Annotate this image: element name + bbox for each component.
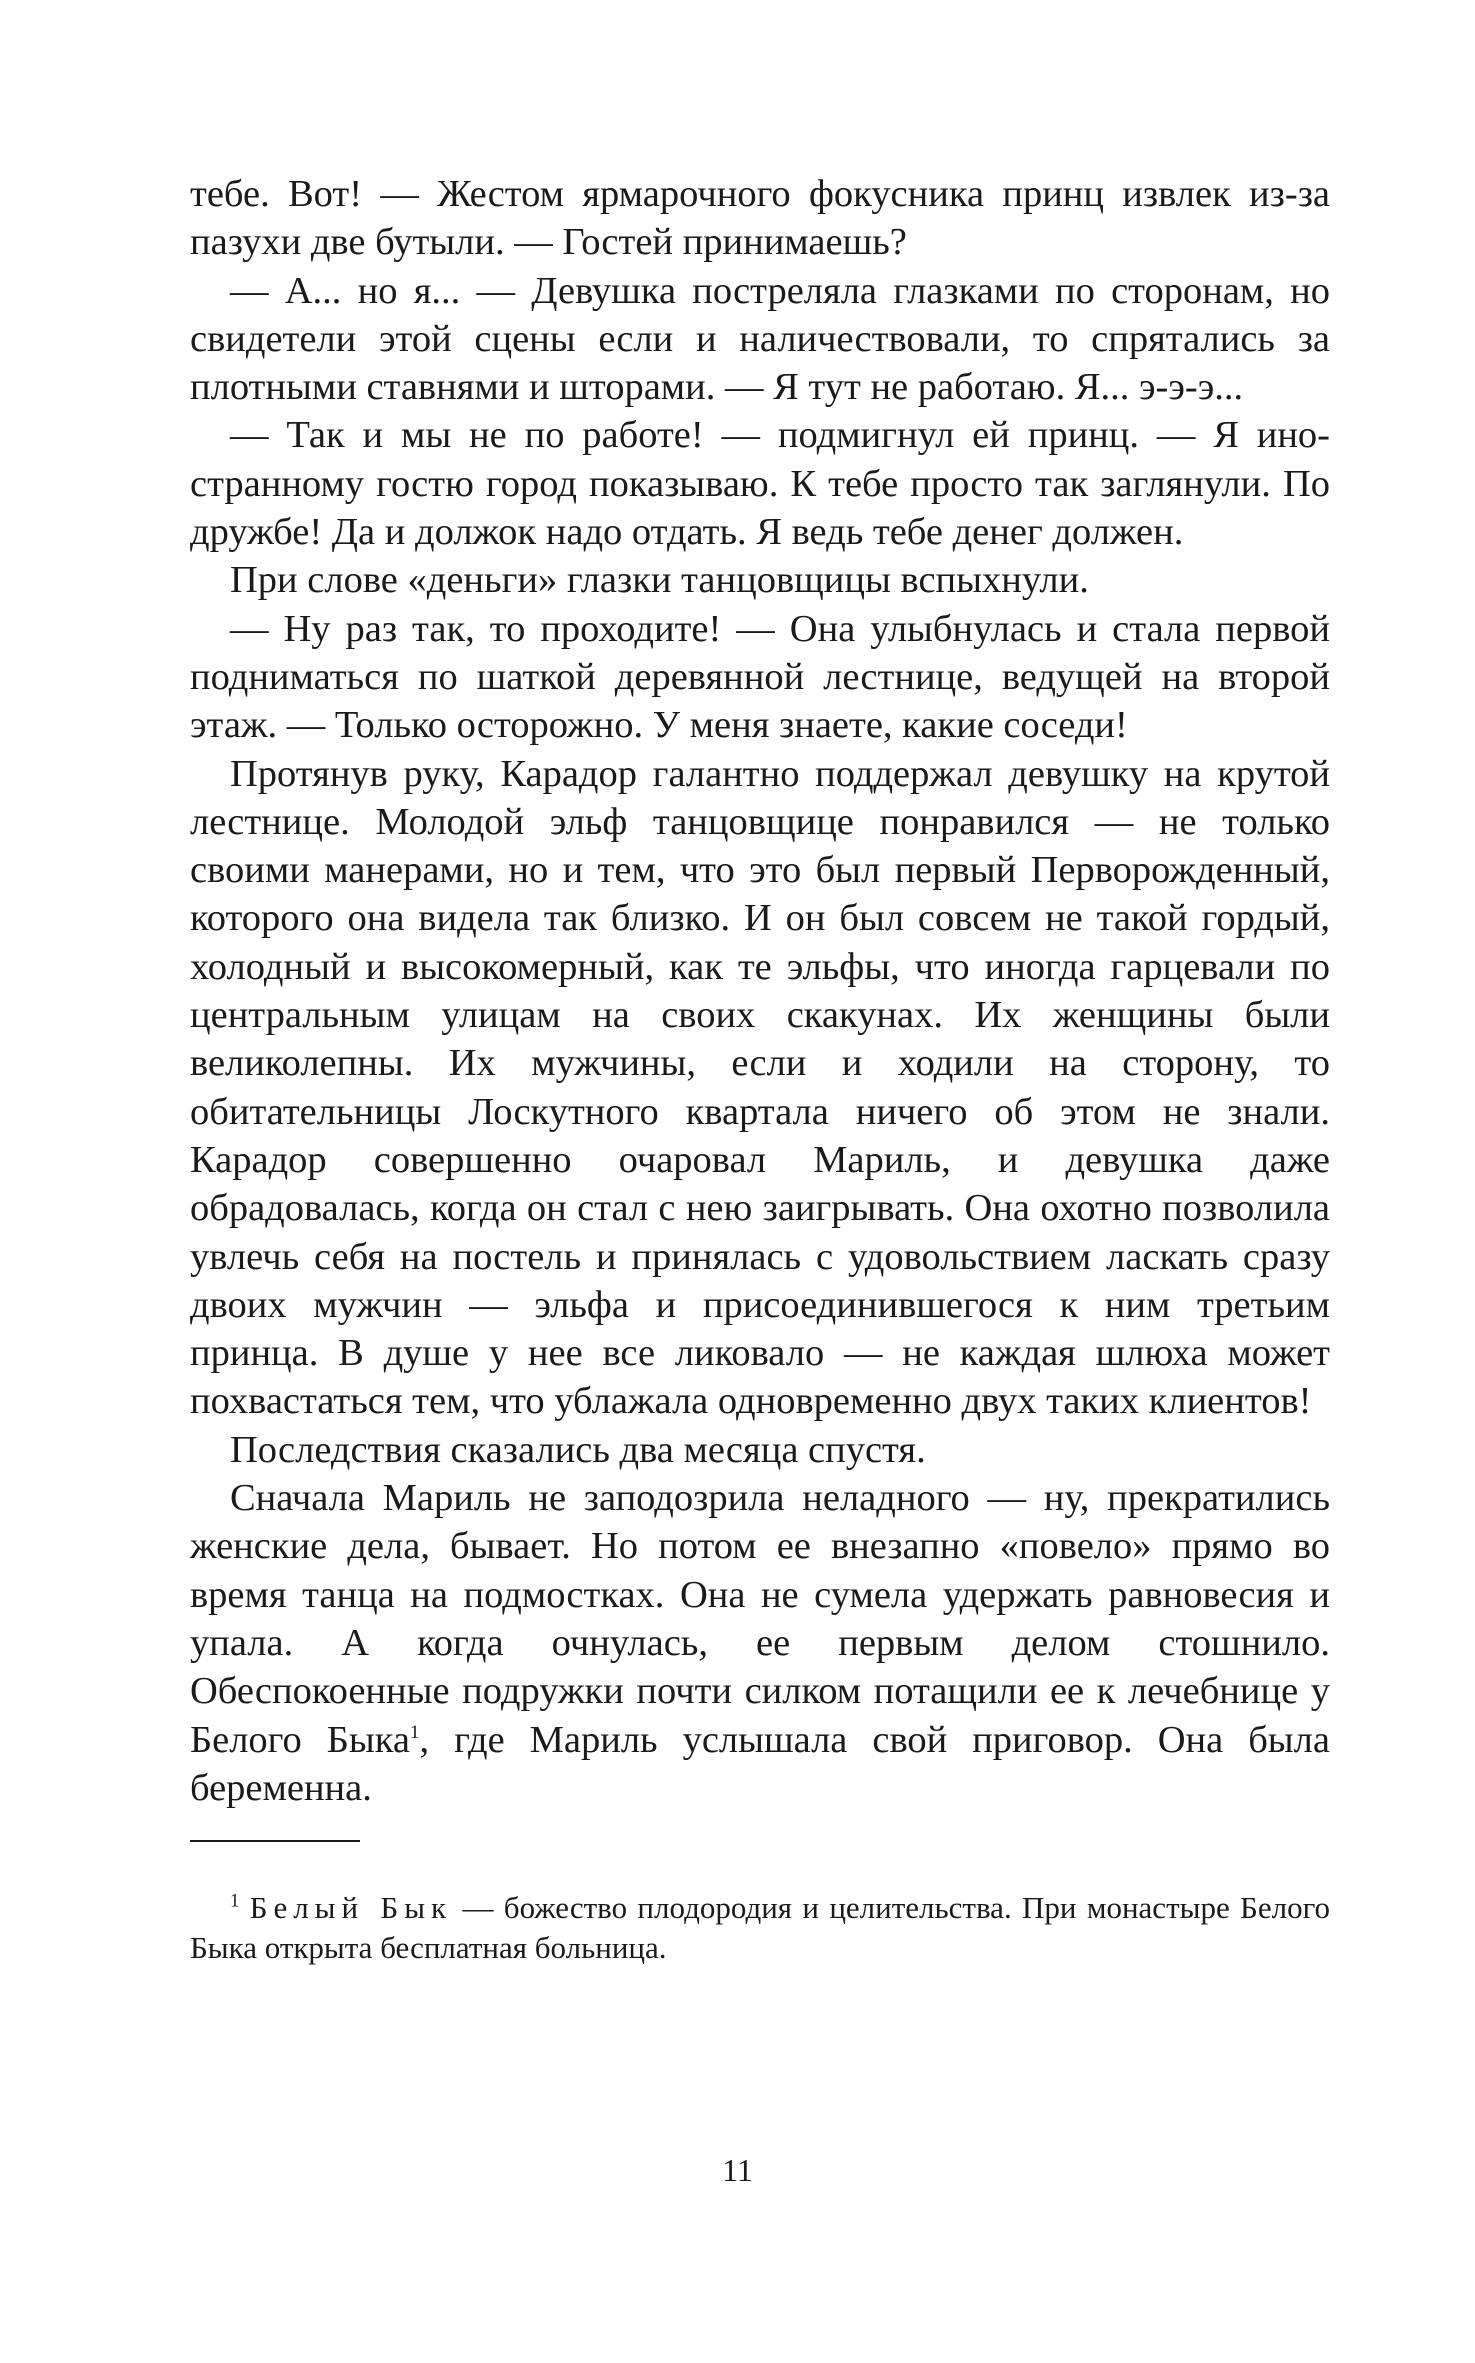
- paragraph-5: — Ну раз так, то проходите! — Она улыбнулась и стала первой подниматься по шаткой деревянной лестнице, ведущей на второй этаж. — Только осторожно. У меня знаете, какие соседи!: [190, 607, 1330, 747]
- paragraph-7: Последствия сказались два месяца спустя.: [230, 1428, 926, 1471]
- footnote-divider: [190, 1840, 360, 1842]
- paragraph-4: При слове «деньги» глазки танцовщицы вспыхнули.: [230, 559, 1089, 602]
- paragraph-6: Протянув руку, Карадор галантно поддержал девушку на крутой лестнице. Молодой эльф танцовщице понравился — не только своими манерами, но и тем, что это был первый Перворожденный, которого она видела так близко. И он был совсем не такой гордый, холодный и высокомерный, как те эльфы, что иногда гарцевали по центральным улицам на своих скакунах. Их женщины были великолепны. Их мужчины, если и ходили на сторону, то обитательницы Лоскутного квартала ничего об этом не знали. Карадор совершенно очаровал Мариль, и девушка даже обрадовалась, когда он стал с нею заигрывать. Она охотно позволила увлечь себя на постель и принялась с удовольствием ласкать сразу двоих мужчин — эльфа и присоединившегося к ним третьим принца. В душе у нее все ликовало — не каждая шлюха может похвастаться тем, что ублажала одновременно двух таких клиентов!: [190, 752, 1330, 1423]
- paragraph-2: — А... но я... — Девушка постреляла глазками по сторонам, но свидетели этой сцены если и наличествовали, то спрятались за плотными ставнями и шторами. — Я тут не работаю. Я... э-э-э...: [190, 269, 1330, 409]
- footnote-reference[interactable]: 1: [409, 1721, 420, 1743]
- footnote-text: — божество плодородия и целительства. При монастыре Белого Быка открыта бесплатная больница.: [190, 1890, 1331, 1966]
- body-text: [190, 170, 1330, 1812]
- paragraph-8: [190, 1474, 1330, 1812]
- footnote-term: Белый Бык: [249, 1890, 453, 1926]
- footnote-number: 1: [230, 1890, 240, 1912]
- paragraph-3: — Так и мы не по работе! — подмигнул ей принц. — Я иностранному гостю город показываю. К тебе просто так заглянули. По дружбе! Да и должок надо отдать. Я ведь тебе денег должен.: [190, 414, 1330, 554]
- page-number: 11: [722, 2152, 753, 2188]
- book-page: [190, 170, 1330, 1968]
- footnote: [190, 1888, 1330, 1968]
- paragraph-8-text-after: , где Мариль услышала свой приговор. Она была беременна.: [190, 1718, 1330, 1809]
- paragraph-8-text-before: Сначала Мариль не заподозрила неладного — ну, прекратились женские дела, бывает. Но потом ее внезапно «повело» прямо во время танца на подмостках. Она не сумела удержать равновесия и упала. А когда очнулась, ее первым делом стошнило. Обеспокоенные подружки почти силком потащили ее к лечебнице у Белого Быка: [190, 1477, 1330, 1761]
- paragraph-1: тебе. Вот! — Жестом ярмарочного фокусника принц извлек из-за пазухи две бутыли. — Гостей принимаешь?: [190, 173, 1330, 264]
